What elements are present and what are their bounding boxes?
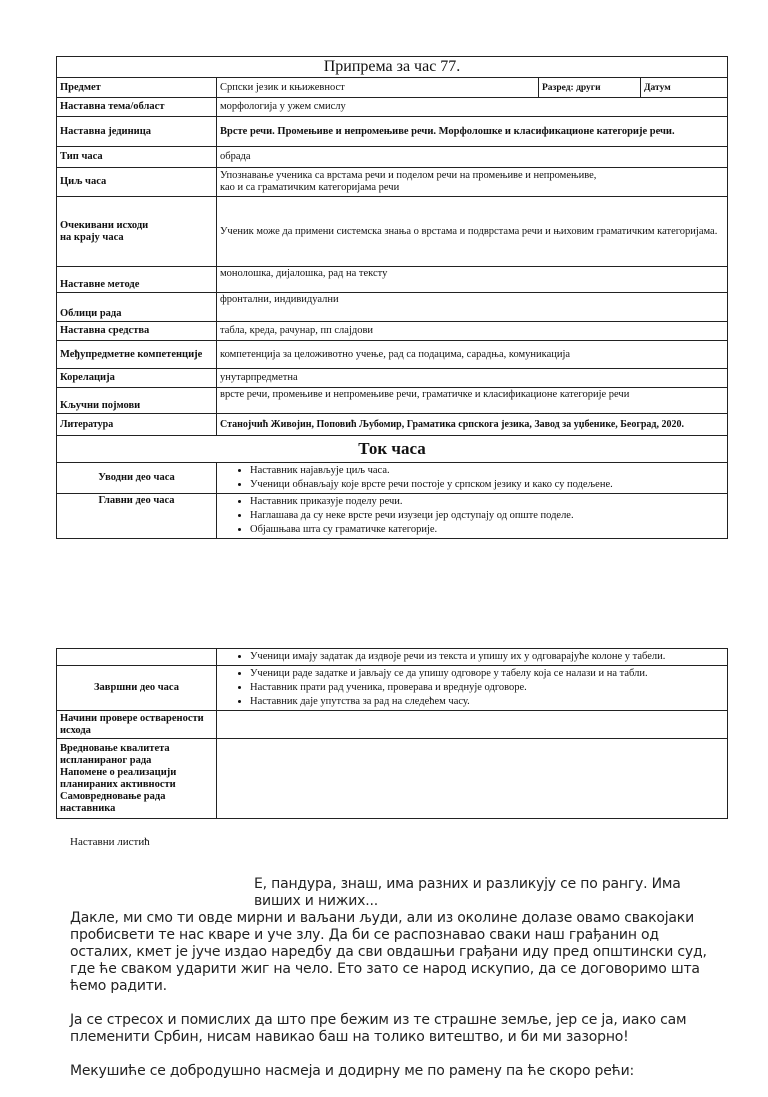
final-label: Завршни део часа [57, 666, 217, 711]
main-list-cell [217, 494, 728, 539]
lesson-plan-table-continued [56, 648, 728, 819]
row-value: Станојчић Живојин, Поповић Љубомир, Граматика српскога језика, Завод за уџбенике, Београд, 2020. [217, 414, 728, 436]
list-item: • Наставник прати рад ученика, проверава и вреднује одговоре. [250, 681, 724, 695]
row-label: Кључни појмови [57, 388, 217, 414]
row-value: врсте речи, промењиве и непромењиве речи, граматичке и класификационе категорије речи [217, 388, 728, 414]
main-list [220, 495, 724, 537]
paragraph: Мекушиће се добродушно насмеја и додирну ме по рамену па ће скоро рећи: [70, 1063, 634, 1079]
list-item: • Наглашава да су неке врсте речи изузеци јер одступају од опште поделе. [250, 509, 724, 523]
final-list-cell [217, 666, 728, 711]
row-value: унутарпредметна [217, 369, 728, 388]
row-value: компетенција за целоживотно учење, рад са подацима, сарадња, комуникација [217, 341, 728, 369]
row-value: Упознавање ученика са врстама речи и поделом речи на промењиве и непромењиве, као и са граматичким категоријама речи [217, 168, 728, 197]
row-value: монолошка, дијалошка, рад на тексту [217, 267, 728, 293]
row-label: Литература [57, 414, 217, 436]
empty-cell [57, 649, 217, 666]
row-label: Наставна јединица [57, 117, 217, 147]
intro-label: Уводни део часа [57, 463, 217, 494]
paragraph: Ја се стресох и помислих да што пре бежим из те страшне земље, јер се ја, иако сам племенити Србин, нисам навикао баш на толико витештво, и би ми зазорно! [70, 1012, 687, 1045]
grade-label: Разред: други [539, 78, 641, 98]
eval-label: Вредновање квалитета испланираног рада Напомене о реализацији планираних активности Самовредновање рада наставника [57, 739, 217, 819]
list-item: • Објашњава шта су граматичке категорије. [250, 523, 724, 537]
paragraph-first-line: Е, пандура, знаш, има разних и разликују се по рангу. Има виших и нижих... [254, 876, 681, 909]
check-label: Начини провере остварености исхода [57, 711, 217, 739]
row-label: Тип часа [57, 147, 217, 168]
row-value: обрада [217, 147, 728, 168]
lesson-plan-table [56, 56, 728, 539]
intro-list [220, 464, 724, 492]
row-value: фронтални, индивидуални [217, 293, 728, 322]
intro-list-cell [217, 463, 728, 494]
row-value: Ученик може да примени системска знања о врстама и подврстама речи и њиховим граматичким категоријама. [217, 197, 728, 267]
row-value: Врсте речи. Промењиве и непромењиве речи. Морфолошке и класификационе категорије речи. [217, 117, 728, 147]
row-label: Наставна средства [57, 322, 217, 341]
page-title: Припрема за час 77. [57, 57, 728, 78]
subject-label: Предмет [57, 78, 217, 98]
row-value: табла, креда, рачунар, пп слајдови [217, 322, 728, 341]
row-label: Циљ часа [57, 168, 217, 197]
list-item: • Ученици имају задатак да издвоје речи из текста и упишу их у одговарајуће колоне у табели. [250, 650, 724, 664]
eval-value [217, 739, 728, 819]
row-label: Међупредметне компетенције [57, 341, 217, 369]
list-item: • Наставник даје упутства за рад на следећем часу. [250, 695, 724, 709]
final-list [220, 667, 724, 709]
leaflet-label: Наставни листић [70, 836, 150, 848]
list-item: • Ученици обнављају које врсте речи постоје у српском језику и како су подељене. [250, 478, 724, 492]
date-label: Датум [641, 78, 728, 98]
paragraph [70, 876, 710, 995]
list-item: • Наставник најављује циљ часа. [250, 464, 724, 478]
check-value [217, 711, 728, 739]
section-title: Ток часа [57, 436, 728, 463]
row-label: Облици рада [57, 293, 217, 322]
paragraph-rest: Дакле, ми смо ти овде мирни и ваљани људи, али из околине долазе овамо свакојаки пробисвети те нас кваре и уче злу. Да би се распознавао сваки наш грађанин од осталих, кмет је јуче издао наредбу да сви овдашњи грађани иду пред општински суд, где ће сваком ударити жиг на чело. Ето зато се народ искупио, да се договоримо шта ћемо радити. [70, 910, 707, 994]
leaflet-text [70, 876, 710, 1097]
row-value: морфологија у ужем смислу [217, 98, 728, 117]
list-item: • Ученици раде задатке и јављају се да упишу одговоре у табелу која се налази и на табли. [250, 667, 724, 681]
cont-list [220, 650, 724, 664]
row-label: Наставне методе [57, 267, 217, 293]
main-label: Главни део часа [57, 494, 217, 539]
row-label: Наставна тема/област [57, 98, 217, 117]
row-label: Очекивани исходи на крају часа [57, 197, 217, 267]
row-label: Корелација [57, 369, 217, 388]
subject-value: Српски језик и књижевност [217, 78, 539, 98]
cont-list-cell [217, 649, 728, 666]
list-item: • Наставник приказује поделу речи. [250, 495, 724, 509]
